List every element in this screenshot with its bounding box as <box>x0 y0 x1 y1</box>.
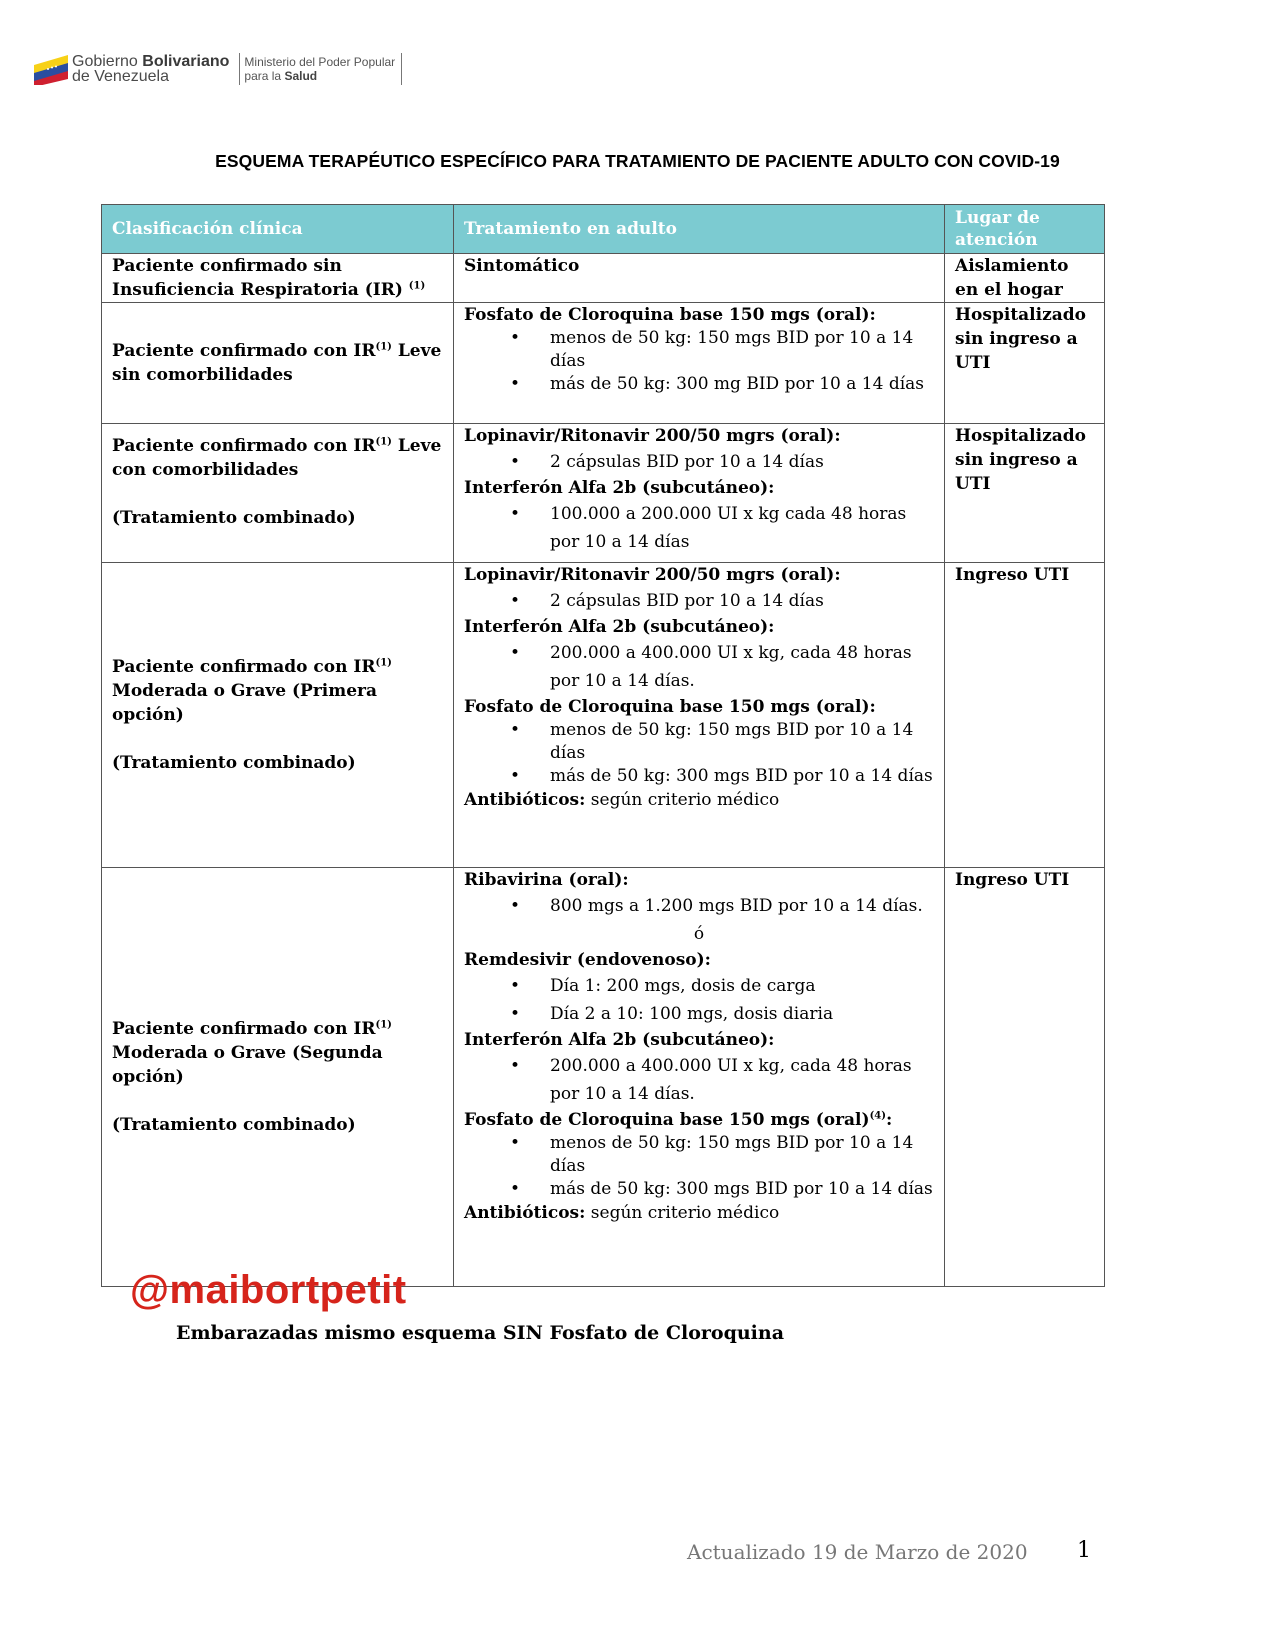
drug-name: Fosfato de Cloroquina base 150 mgs (oral): <box>464 305 876 325</box>
treatment-cell <box>454 303 945 424</box>
dosage-list <box>464 500 934 556</box>
dosage-item: • más de 50 kg: 300 mgs BID por 10 a 14 días <box>550 765 934 788</box>
page-header <box>34 48 402 90</box>
dosage-item: • menos de 50 kg: 150 mgs BID por 10 a 14 días <box>550 719 934 765</box>
table-row <box>102 254 1105 303</box>
column-header-treatment: Tratamiento en adulto <box>454 205 945 254</box>
drug-name: Interferón Alfa 2b (subcutáneo): <box>464 1030 775 1050</box>
antibiotics-line: Antibióticos: según criterio médico <box>464 1203 780 1223</box>
dosage-list <box>464 892 934 920</box>
table-row <box>102 303 1105 424</box>
combined-treatment-note: (Tratamiento combinado) <box>112 1115 356 1135</box>
dosage-item: • Día 1: 200 mgs, dosis de carga <box>550 972 934 1000</box>
dosage-item: • Día 2 a 10: 100 mgs, dosis diaria <box>550 1000 934 1028</box>
drug-name: Lopinavir/Ritonavir 200/50 mgrs (oral): <box>464 426 841 446</box>
header-divider <box>401 53 402 85</box>
header-divider <box>239 53 240 85</box>
column-header-classification: Clasificación clínica <box>102 205 454 254</box>
treatment-cell <box>454 868 945 1287</box>
place-cell: Hospitalizado sin ingreso a UTI <box>945 303 1105 424</box>
pregnancy-footnote: Embarazadas mismo esquema SIN Fosfato de Cloroquina <box>176 1322 785 1344</box>
place-cell: Ingreso UTI <box>945 868 1105 1287</box>
treatment-cell <box>454 424 945 563</box>
drug-name: Interferón Alfa 2b (subcutáneo): <box>464 617 775 637</box>
dosage-item: • menos de 50 kg: 150 mgs BID por 10 a 14 días <box>550 327 934 373</box>
place-cell: Hospitalizado sin ingreso a UTI <box>945 424 1105 563</box>
dosage-item: • 200.000 a 400.000 UI x kg, cada 48 horas por 10 a 14 días. <box>550 1052 934 1108</box>
drug-name: Fosfato de Cloroquina base 150 mgs (oral)$^{(4)}$: <box>464 1110 893 1130</box>
table-row <box>102 563 1105 868</box>
dosage-list <box>464 1132 934 1201</box>
drug-name: Remdesivir (endovenoso): <box>464 950 711 970</box>
table-row <box>102 868 1105 1287</box>
dosage-list <box>464 972 934 1028</box>
treatment-table <box>101 204 1105 1287</box>
classification-cell: Paciente confirmado con IR$^{(1)}$ Leve sin comorbilidades <box>102 303 454 424</box>
combined-treatment-note: (Tratamiento combinado) <box>112 508 356 528</box>
dosage-item: • menos de 50 kg: 150 mgs BID por 10 a 14 días <box>550 1132 934 1178</box>
dosage-list <box>464 1052 934 1108</box>
dosage-item: • más de 50 kg: 300 mg BID por 10 a 14 días <box>550 373 934 396</box>
table-header-row <box>102 205 1105 254</box>
treatment-cell <box>454 563 945 868</box>
dosage-list <box>464 327 934 396</box>
dosage-list <box>464 448 934 476</box>
drug-name: Lopinavir/Ritonavir 200/50 mgrs (oral): <box>464 565 841 585</box>
dosage-item: • 100.000 a 200.000 UI x kg cada 48 horas por 10 a 14 días <box>550 500 934 556</box>
place-cell: Aislamiento en el hogar <box>945 254 1105 303</box>
classification-cell: Paciente confirmado sin Insuficiencia Respiratoria (IR) $^{(1)}$ <box>102 254 454 303</box>
dosage-item: • 2 cápsulas BID por 10 a 14 días <box>550 587 934 615</box>
drug-name: Interferón Alfa 2b (subcutáneo): <box>464 478 775 498</box>
classification-cell: Paciente confirmado con IR$^{(1)}$ Moderada o Grave (Primera opción) (Tratamiento combinado) <box>102 563 454 868</box>
dosage-item: • 800 mgs a 1.200 mgs BID por 10 a 14 días. <box>550 892 934 920</box>
venezuela-flag-logo <box>34 53 68 85</box>
classification-cell: Paciente confirmado con IR$^{(1)}$ Moderada o Grave (Segunda opción) (Tratamiento combinado) <box>102 868 454 1287</box>
column-header-place: Lugar de atención <box>945 205 1105 254</box>
watermark: @maibortpetit <box>130 1268 407 1312</box>
place-cell: Ingreso UTI <box>945 563 1105 868</box>
update-date: Actualizado 19 de Marzo de 2020 <box>687 1540 1028 1564</box>
or-separator: ó <box>693 924 705 944</box>
treatment-cell: Sintomático <box>454 254 945 303</box>
table-row <box>102 424 1105 563</box>
classification-cell: Paciente confirmado con IR$^{(1)}$ Leve con comorbilidades (Tratamiento combinado) <box>102 424 454 563</box>
antibiotics-line: Antibióticos: según criterio médico <box>464 790 780 810</box>
dosage-list <box>464 719 934 788</box>
government-name: Gobierno Bolivariano de Venezuela <box>72 53 230 85</box>
document-title: ESQUEMA TERAPÉUTICO ESPECÍFICO PARA TRATAMIENTO DE PACIENTE ADULTO CON COVID-19 <box>215 151 1060 171</box>
dosage-list <box>464 587 934 615</box>
dosage-list <box>464 639 934 695</box>
dosage-item: • 2 cápsulas BID por 10 a 14 días <box>550 448 934 476</box>
page-number: 1 <box>1077 1538 1091 1563</box>
ministry-name: Ministerio del Poder Popular para la Salud <box>244 55 396 83</box>
dosage-item: • 200.000 a 400.000 UI x kg, cada 48 horas por 10 a 14 días. <box>550 639 934 695</box>
drug-name: Ribavirina (oral): <box>464 870 629 890</box>
drug-name: Fosfato de Cloroquina base 150 mgs (oral): <box>464 697 876 717</box>
dosage-item: • más de 50 kg: 300 mgs BID por 10 a 14 días <box>550 1178 934 1201</box>
combined-treatment-note: (Tratamiento combinado) <box>112 753 356 773</box>
